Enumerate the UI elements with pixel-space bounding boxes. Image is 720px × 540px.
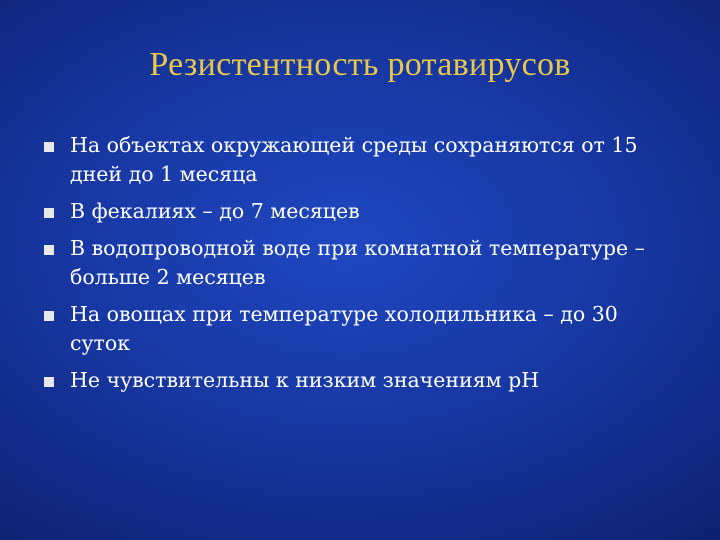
bullet-item bbox=[42, 366, 682, 395]
bullet-text: Не чувствительны к низким значениям pH bbox=[70, 368, 540, 392]
square-bullet-icon bbox=[44, 208, 54, 218]
bullet-item bbox=[42, 234, 682, 292]
bullet-list bbox=[42, 131, 682, 403]
slide-title: Резистентность ротавирусов bbox=[149, 46, 571, 83]
square-bullet-icon bbox=[44, 311, 54, 321]
bullet-text: В водопроводной воде при комнатной температуре – больше 2 месяцев bbox=[70, 236, 645, 289]
bullet-item bbox=[42, 197, 682, 226]
square-bullet-icon bbox=[44, 142, 54, 152]
bullet-item bbox=[42, 131, 682, 189]
bullet-text: В фекалиях – до 7 месяцев bbox=[70, 199, 360, 223]
bullet-text: На объектах окружающей среды сохраняются от 15 дней до 1 месяца bbox=[70, 133, 638, 186]
square-bullet-icon bbox=[44, 245, 54, 255]
bullet-text: На овощах при температуре холодильника – до 30 суток bbox=[70, 302, 618, 355]
bullet-item bbox=[42, 300, 682, 358]
square-bullet-icon bbox=[44, 377, 54, 387]
